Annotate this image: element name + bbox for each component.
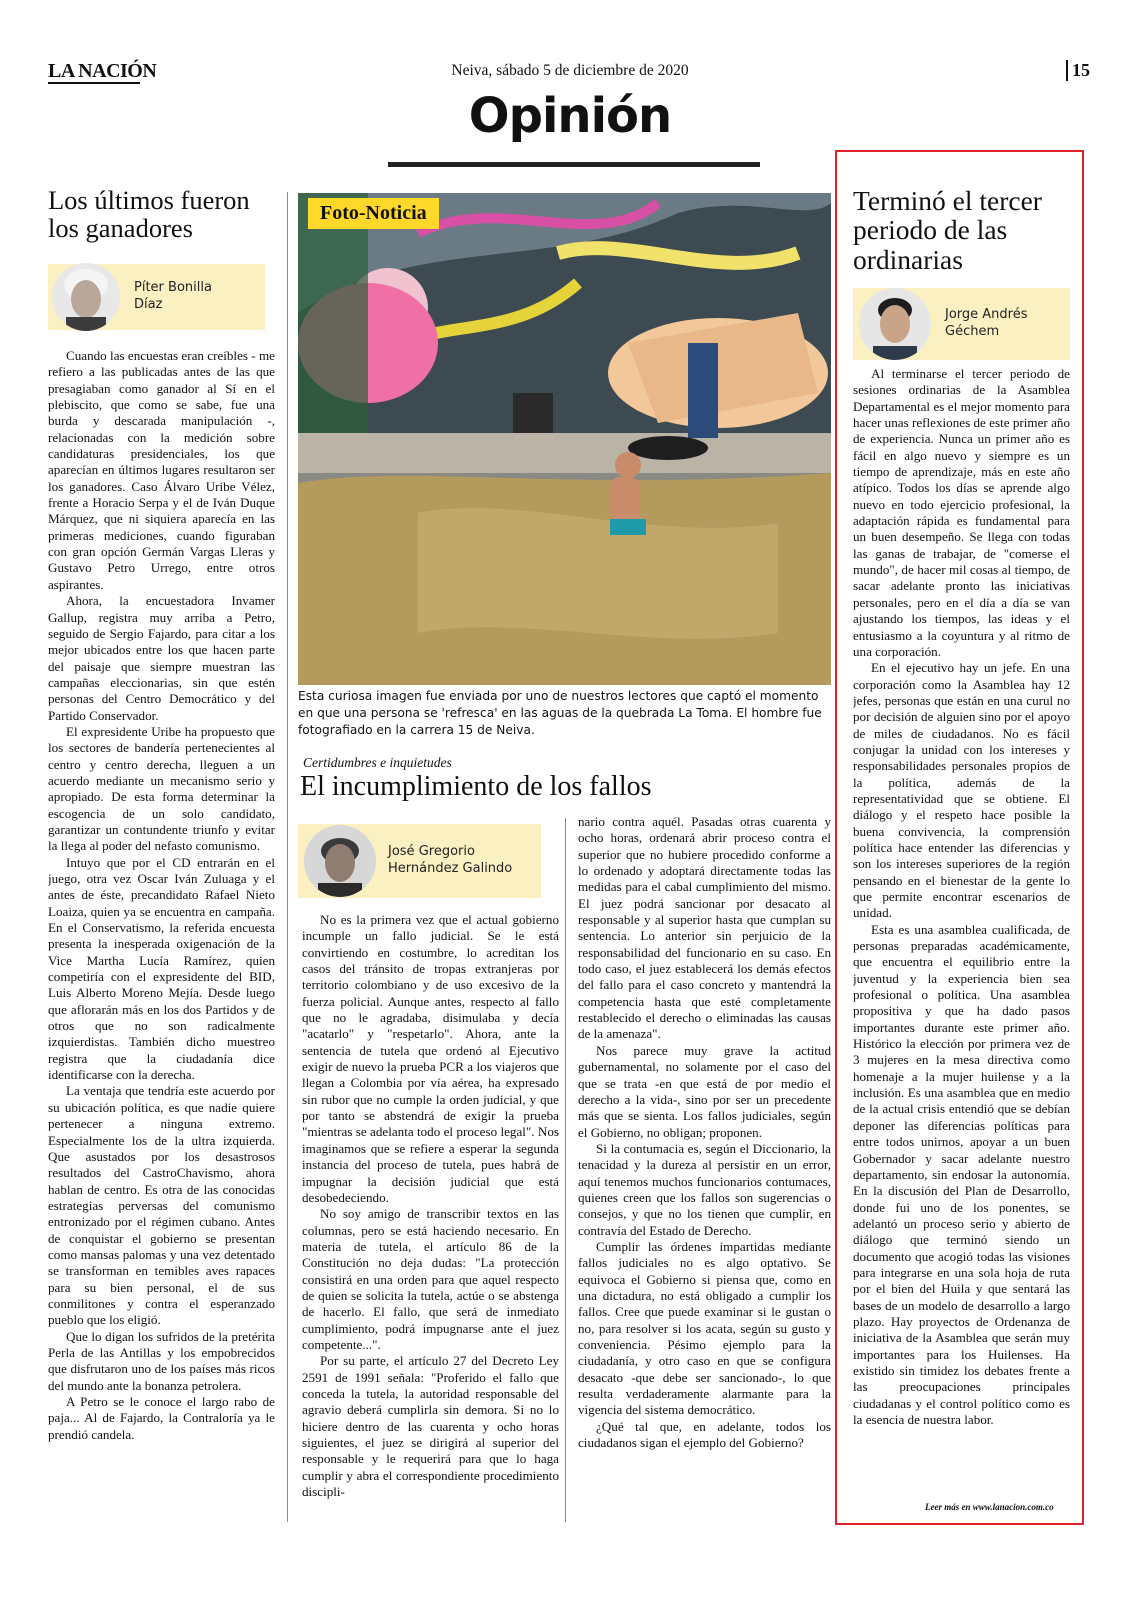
paragraph: No es la primera vez que el actual gobierno incumple un fallo judicial. Se le está convirtiendo en costumbre, lo acreditan los casos del tránsito de tropas extranjeras por territorio colombiano y de uso excesivo de la fuerza policial. Aunque antes, respecto al fallo que no le agradaba, disimulaba y decía "acatarlo" y "respetarlo". Ahora, ante la sentencia de tutela que ordenó al Ejecutivo exigir de nuevo la prueba PCR a los viajeros que llegan a Colombia por vía aérea, ha expresado sin rubor que no cumple la orden judicial, y que por tanto se abstendrá de exigir la prueba "mientras se adelanta todo el proceso legal". Nos imaginamos que se refiere a esperar la segunda instancia del proceso de tutela, pues habrá de impugnar la decisión judicial que está desobedeciendo. — [302, 912, 559, 1205]
column-divider — [287, 192, 288, 1522]
author-name: Píter Bonilla Díaz — [134, 280, 212, 312]
author-photo — [304, 825, 376, 897]
read-more-link[interactable]: Leer más en www.lanacion.com.co — [925, 1502, 1054, 1512]
logo-underline — [48, 82, 140, 84]
paragraph: Intuyo que por el CD entrarán en el juego, otra vez Oscar Iván Zuluaga y el antes de éste, precandidato Rafael Nieto Loaiza, quien ya se encuentra en campaña. En el Conservatismo, la referida encuesta presenta la inesperada oxigenación de la Vice Martha Lucía Ramírez, quien competiría con el expresidente del BID, Luis Alberto Moreno Mejía. Desde luego que aflorarán más en los dos Partidos y de otros que no son radicalmente izquierdistas. También dicho muestreo registra que la ciudadanía dice identificarse con la derecha. — [48, 854, 275, 1083]
column-divider — [565, 818, 566, 1522]
article-body — [302, 912, 559, 1520]
author-box — [853, 288, 1070, 360]
news-photo — [298, 193, 831, 685]
article-headline: Los últimos fueron los ganadores — [48, 185, 250, 244]
paragraph: Si la contumacia es, según el Diccionario, la tenacidad y la dureza al persistir en un error, aquí tenemos muchos funcionarios contumaces, quienes creen que los fallos son sugerencias o consejos, y que no los tienen que cumplir, en contravía del Estado de Derecho. — [578, 1140, 831, 1238]
paragraph: Nos parece muy grave la actitud gubernamental, no solamente por el caso del que se trata -en que está de por medio el derecho a la vida-, sino por ser un precedente más que se sienta. Los fallos judiciales, según el Gobierno, no obligan; proponen. — [578, 1042, 831, 1140]
paragraph: Ahora, la encuestadora Invamer Gallup, registra muy arriba a Petro, seguido de Sergio Fajardo, para citar a los mejor ubicados entre los que hacen parte del paisaje que siempre muestran las campañas eleccionarias, sin que estén personas del Centro Democrático y del Partido Conservador. — [48, 593, 275, 723]
article-headline: Terminó el tercer periodo de las ordinarias — [853, 185, 1042, 275]
dateline: Neiva, sábado 5 de diciembre de 2020 — [451, 62, 689, 79]
author-box — [48, 264, 265, 330]
paragraph: Cuando las encuestas eran creíbles - me refiero a las publicadas antes de las que presagiaban como ganador al Sí en el plebiscito, que como se sabe, fue una burda y descarada manipulación -, relacionadas con la medición sobre candidaturas presidenciales, los que aparecían en últimos lugares resultaron ser los ganadores. Caso Álvaro Uribe Vélez, frente a Horacio Serpa y el de Iván Duque Márquez, que ni siquiera aparecía en las primeras mediciones, cuando figuraban con gran opción Germán Vargas Lleras y Gustavo Petro Urrego, entre otros aspirantes. — [48, 348, 275, 592]
newspaper-logo: LA NACIÓN — [48, 60, 157, 82]
paragraph: No soy amigo de transcribir textos en las columnas, pero se está haciendo necesario. En materia de tutela, el artículo 86 de la Constitución no deja dudas: "La protección consistirá en una orden para que aquel respecto de quien se solicita la tutela, actúe o se abstenga de hacerlo. El fallo, que será de inmediato cumplimiento, podrá impugnarse ante el juez competente...". — [302, 1206, 559, 1352]
page-number: 15 — [1066, 60, 1090, 81]
photo-label: Foto-Noticia — [308, 198, 439, 229]
section-rule — [388, 162, 760, 167]
paragraph: ¿Qué tal que, en adelante, todos los ciudadanos sigan el ejemplo del Gobierno? — [578, 1418, 831, 1451]
photo-illustration — [298, 193, 831, 685]
paragraph: La ventaja que tendría este acuerdo por su ubicación política, es que nadie quiere pertenecer a ninguna extremo. Especialmente los de la ultra izquierda. Que asustados por los desastrosos resultados del CastroChavismo, ahora hablan de centro. Es otra de las conocidas estrategias perversas del comunismo entronizado por el régimen cubano. Antes de conquistar el gobierno se presentan como mansas palomas y una vez detentado se transforman en temibles aves rapaces para su bien personal, el de sus conmilitones y contra el esperanzado pueblo que los eligió. — [48, 1083, 275, 1328]
article-body — [853, 366, 1070, 1496]
author-photo — [859, 288, 931, 360]
paragraph: En el ejecutivo hay un jefe. En una corporación como la Asamblea hay 12 jefes, personas que están en una curul no por decisión de alguien sino por el apoyo de miles de ciudadanos. No es fácil conjugar la unidad con los intereses y responsabilidades personales propios de la política, además de la representatividad que se obtiene. El diálogo y el respeto hace posible la buena convivencia, la comprensión política hace entender las diferencias y son los intereses superiores de la región pensando en el bienestar de la gente lo que permite encontrar escenarios de unidad. — [853, 660, 1070, 921]
author-photo — [52, 263, 120, 331]
author-box — [298, 824, 541, 898]
article-body — [48, 348, 275, 1518]
paragraph: Cumplir las órdenes impartidas mediante fallos judiciales no es algo optativo. Se equivoca el Gobierno si piensa que, como en una dictadura, no está obligado a cumplir los fallos. Cree que puede examinar si le gustan o no, para resolver si los acata, según su gusto y conveniencia. Pésimo ejemplo para la ciudadanía, y otro caso en que se configura desacato -que debe ser sancionado-, lo que resulta verdaderamente alarmante para la vigencia del sistema democrático. — [578, 1238, 831, 1418]
article-body-continued — [578, 814, 831, 1520]
paragraph: Al terminarse el tercer periodo de sesiones ordinarias de la Asamblea Departamental es el mejor momento para hacer unas reflexiones de este primer año de experiencia. Nunca un primer año es fácil en algo nuevo y siempre es un tiempo de aprendizaje, más en este año atípico. Todos los días se aprende algo nuevo en todo ejercicio profesional, la adaptación rápida es fundamental para un buen desempeño. Se llega con todas las ganas de trabajar, de "comerse el mundo", de hacer mil cosas al tiempo, de sacar adelante pronto las iniciativas personales, pero en el día a día se van ajustando los tiempos, las ideas y el entusiasmo a la coyuntura y al ritmo de una corporación. — [853, 366, 1070, 659]
paragraph: Por su parte, el artículo 27 del Decreto Ley 2591 de 1991 señala: "Proferido el fallo que conceda la tutela, la autoridad responsable del agravio deberá cumplirla sin demora. Si no lo hiciere dentro de las cuarenta y ocho horas siguientes, el juez se dirigirá al superior del responsable y le requerirá para que lo haga cumplir y abra el correspondiente procedimiento discipli- — [302, 1353, 559, 1500]
section-title: Opinión — [468, 88, 672, 144]
paragraph: Esta es una asamblea cualificada, de personas preparadas académicamente, que encuentra el equilibrio entre la juventud y la experiencia bien sea profesional o política. Una asamblea propositiva y que ha dado pasos importantes durante este primer año. Histórico la elección por primera vez de 3 mujeres en la mesa directiva como homenaje a la mujer huilense y a la inclusión. Es una asamblea que en medio de la actual crisis entendió que se debían deponer las diferencias políticas para entre todos unirnos, apoyar a un buen Gobernador y sacar adelante nuestro departamento, sin endosar la autonomía. En la discusión del Plan de Desarrollo, donde fui uno de los ponentes, se adelantó un proceso serio y abierto de diálogo que terminó siendo un documento que acogió todas las visiones para integrarse en una sola hoja de ruta por el bien del Huila y que sentará las bases de un modelo de desarrollo a largo plazo. Hay proyectos de Ordenanza de iniciativa de la Asamblea que serán muy importantes para los Huilenses. Ha existido sin timidez los debates frente a las preocupaciones principales ciudadanas y el control político como es la esencia de nuestra labor. — [853, 921, 1070, 1427]
author-name: Jorge Andrés Géchem — [945, 307, 1028, 339]
paragraph: El expresidente Uribe ha propuesto que los sectores de bandería pertenecientes al centro y centro derecha, lleguen a un acuerdo mediante un mecanismo serio y apropiado. De esta forma determinar la escogencia de un solo candidato, garantizar un contundente triunfo y evitar la llega al poder del nefasto comunismo. — [48, 723, 275, 854]
photo-caption: Esta curiosa imagen fue enviada por uno de nuestros lectores que captó el momento en que una persona se 'refresca' en las aguas de la quebrada La Toma. El hombre fue fotografiado en la carrera 15 de Neiva. — [298, 689, 822, 737]
article-headline: El incumplimiento de los fallos — [300, 771, 652, 802]
paragraph: A Petro se le conoce el largo rabo de paja... Al de Fajardo, la Contraloría ya le prendió candela. — [48, 1394, 275, 1442]
article-kicker: Certidumbres e inquietudes — [303, 755, 452, 770]
paragraph: nario contra aquél. Pasadas otras cuarenta y ocho horas, ordenará abrir proceso contra el superior que no hubiere procedido conforme a lo ordenado y adoptará directamente todas las medidas para el cabal cumplimiento del mismo. El juez podrá sancionar por desacato al responsable y al superior hasta que cumplan su sentencia. Lo anterior sin perjuicio de la responsabilidad del funcionario en su caso. En todo caso, el juez establecerá los demás efectos del fallo para el caso concreto y mantendrá la competencia hasta que esté completamente restablecido el derecho o eliminadas las causas de la amenaza". — [578, 814, 831, 1042]
paragraph: Que lo digan los sufridos de la pretérita Perla de las Antillas y los empobrecidos que disfrutaron uno de los países más ricos del mundo ante la bonanza petrolera. — [48, 1328, 275, 1393]
author-name: José Gregorio Hernández Galindo — [388, 844, 513, 876]
